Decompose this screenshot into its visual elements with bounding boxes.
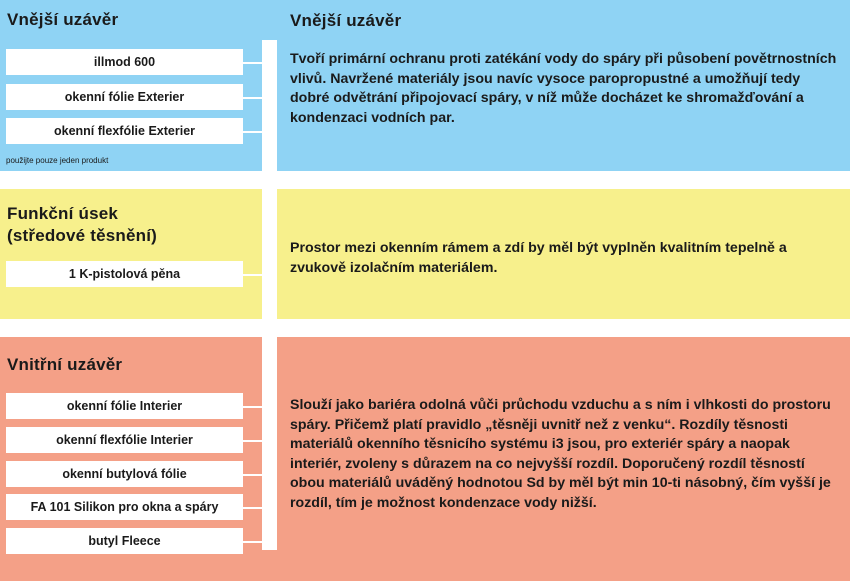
inner-bridge bbox=[262, 550, 277, 581]
middle-section-title bbox=[7, 203, 157, 247]
outer-bridge bbox=[262, 0, 277, 40]
outer-section-title: Vnější uzávěr bbox=[7, 10, 119, 29]
connector-vertical-line bbox=[268, 62, 270, 542]
product-pistolova-pena: 1 K-pistolová pěna bbox=[6, 261, 243, 287]
product-butyl-fleece: butyl Fleece bbox=[6, 528, 243, 554]
inner-description: Slouží jako bariéra odolná vůči průchodu vzduchu a s ním i vlhkosti do prostoru spáry. Přičemž platí pravidlo „těsněji uvnitř než z venku“. Rozdíly těsnosti materiálů okenního těsnicího systému i3 jsou, pro exteriér spáry a naopak interiér, zvoleny s důrazem na co nejvyšší rozdíl. Doporučený rozdíl těsností obou materiálů uváděný hodnotou Sd by měl být min 10-ti násobný, čím vyšší je rozdíl, tím je možnost kondenzace vody nižší. bbox=[290, 397, 831, 511]
product-okenni-flexfolie-exterier: okenní flexfólie Exterier bbox=[6, 118, 243, 144]
outer-description-heading: Vnější uzávěr bbox=[290, 11, 402, 30]
single-product-note: použijte pouze jeden produkt bbox=[6, 156, 109, 165]
connector-line bbox=[243, 440, 269, 442]
connector-line bbox=[243, 507, 269, 509]
middle-title-line2: (středové těsnění) bbox=[7, 226, 158, 245]
product-okenni-butylova-folie: okenní butylová fólie bbox=[6, 461, 243, 487]
connector-line bbox=[243, 131, 269, 133]
inner-section-title: Vnitřní uzávěr bbox=[7, 355, 123, 374]
middle-description: Prostor mezi okenním rámem a zdí by měl být vyplněn kvalitním tepelně a zvukově izolačním materiálem. bbox=[290, 240, 787, 276]
connector-line bbox=[243, 62, 269, 64]
product-okenni-folie-interier: okenní fólie Interier bbox=[6, 393, 243, 419]
product-illmod-600: illmod 600 bbox=[6, 49, 243, 75]
product-okenni-folie-exterier: okenní fólie Exterier bbox=[6, 84, 243, 110]
connector-line bbox=[243, 541, 269, 543]
connector-line bbox=[243, 97, 269, 99]
outer-description: Tvoří primární ochranu proti zatékání vody do spáry při působení povětrnostních vlivů. Navržené materiály jsou navíc vysoce paropropustné a umožňují tedy dobré odvětrání připojovací spáry, v níž může docházet ke shromažďování a kondenzaci vodních par. bbox=[290, 51, 837, 126]
product-okenni-flexfolie-interier: okenní flexfólie Interier bbox=[6, 427, 243, 453]
middle-title-line1: Funkční úsek bbox=[7, 204, 119, 223]
connector-line bbox=[243, 474, 269, 476]
product-fa-101-silikon: FA 101 Silikon pro okna a spáry bbox=[6, 494, 243, 520]
connector-line bbox=[243, 406, 269, 408]
connector-line bbox=[243, 274, 269, 276]
